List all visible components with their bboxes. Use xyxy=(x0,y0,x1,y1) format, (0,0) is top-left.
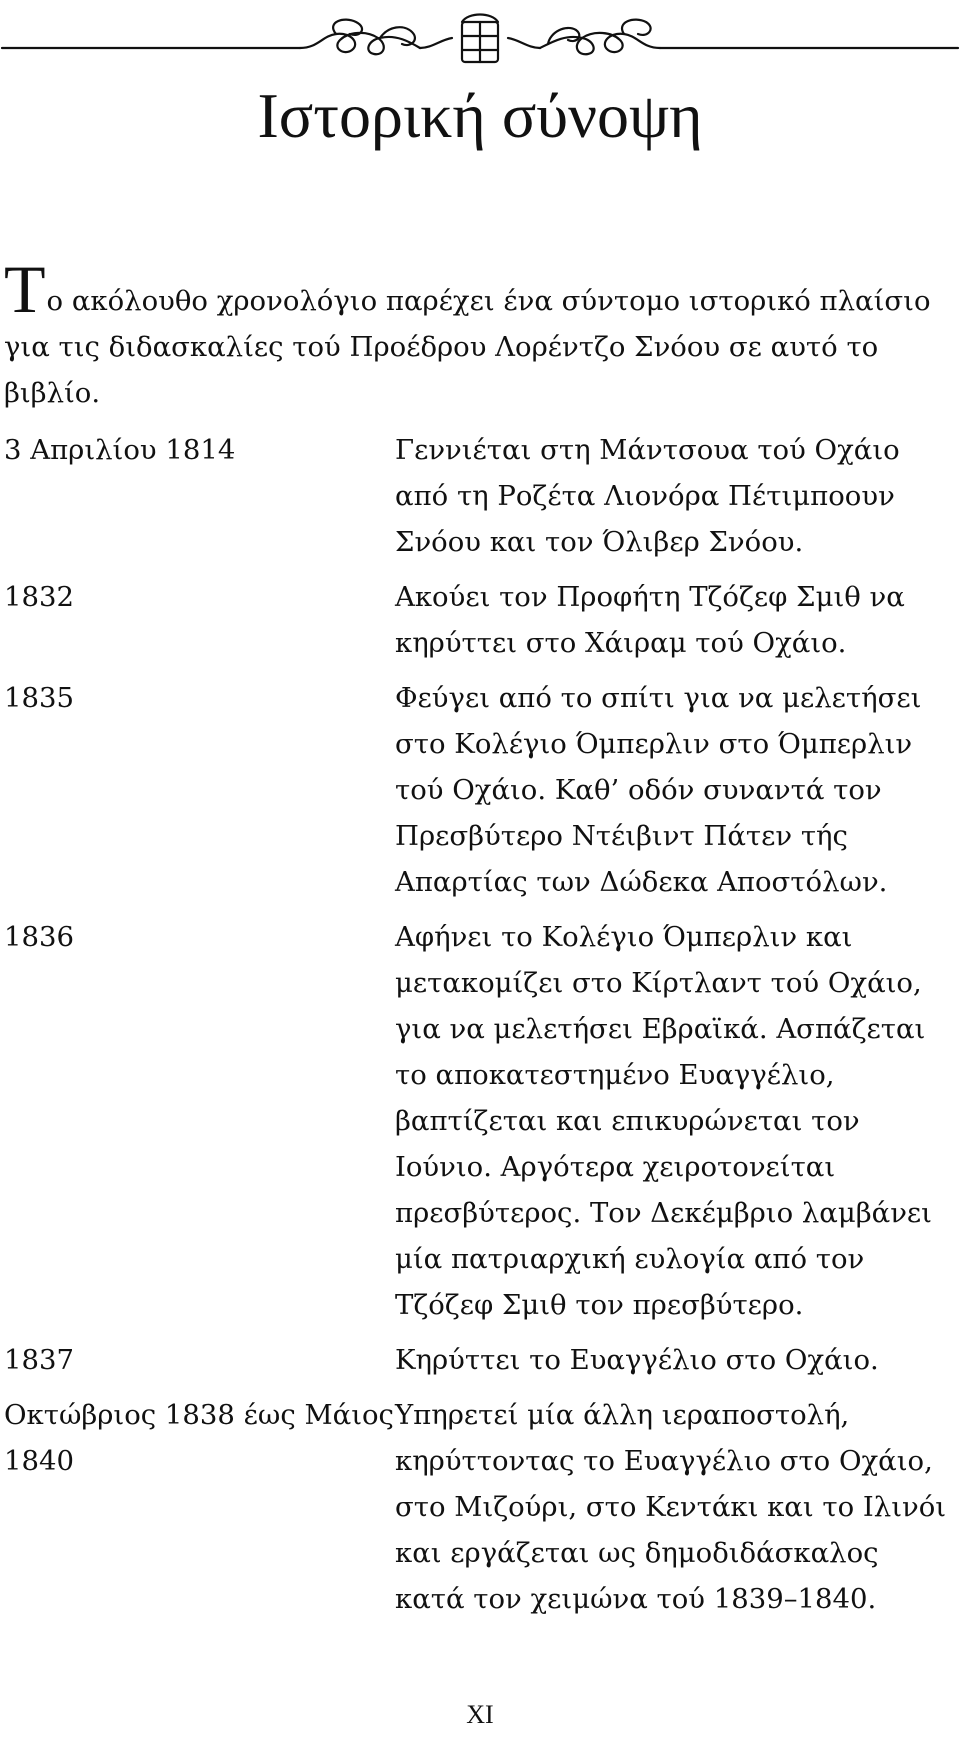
entry-event: Υπηρετεί μία άλλη ιεραποστολή, κηρύττοντας το Ευαγγέλιο στο Οχάιο, στο Μιζούρι, στο Κεντάκι και το Ιλινόι και εργάζεται ως δημοδιδάσκαλος κατά τον χειμώνα τού 1839–1840. xyxy=(395,1399,947,1615)
entry-date: 3 Απριλίου 1814 xyxy=(4,434,236,466)
scroll-ornament-icon xyxy=(0,8,960,68)
entry-event: Ακούει τον Προφήτη Τζόζεφ Σμιθ να κηρύττει στο Χάιραμ τού Οχάιο. xyxy=(395,581,905,659)
entry-event: Κηρύττει το Ευαγγέλιο στο Οχάιο. xyxy=(395,1344,879,1376)
chronology-list xyxy=(4,427,956,1631)
chronology-entry xyxy=(4,427,956,565)
chronology-entry xyxy=(4,1392,956,1622)
entry-event: Αφήνει το Κολέγιο Όμπερλιν και μετακομίζει στο Κίρτλαντ τού Οχάιο, για να μελετήσει Εβραϊκά. Ασπάζεται το αποκατεστημένο Ευαγγέλιο, βαπτίζεται και επικυρώνεται τον Ιούνιο. Αργότερα χειροτονείται πρεσβύτερος. Τον Δεκέμβριο λαμβάνει μία πατριαρχική ευλογία από τον Τζόζεφ Σμιθ τον πρεσβύτερο. xyxy=(395,921,932,1321)
chronology-entry xyxy=(4,574,956,666)
entry-date: Οκτώβριος 1838 έως Μάιος 1840 xyxy=(4,1399,394,1477)
chronology-entry xyxy=(4,914,956,1328)
entry-date: 1836 xyxy=(4,921,74,953)
page-number: XI xyxy=(466,1700,494,1729)
page-title: Ιστορική σύνοψη xyxy=(257,80,703,151)
chronology-entry xyxy=(4,1337,956,1383)
intro-paragraph xyxy=(4,251,952,416)
entry-date: 1832 xyxy=(4,581,74,613)
entry-date: 1835 xyxy=(4,682,74,714)
drop-cap: Τ xyxy=(4,251,46,327)
entry-event: Φεύγει από το σπίτι για να μελετήσει στο Κολέγιο Όμπερλιν στο Όμπερλιν τού Οχάιο. Καθ’ οδόν συναντά τον Πρεσβύτερο Ντέιβιντ Πάτεν τής Απαρτίας των Δώδεκα Αποστόλων. xyxy=(395,682,922,898)
intro-text: ο ακόλουθο χρονολόγιο παρέχει ένα σύντομο ιστορικό πλαίσιο για τις διδασκαλίες τού Προέδρου Λορέντζο Σνόου σε αυτό το βιβλίο. xyxy=(4,285,931,409)
entry-event: Γεννιέται στη Μάντσουα τού Οχάιο από τη Ροζέτα Λιονόρα Πέτιμποουν Σνόου και τον Όλιβερ Σνόου. xyxy=(395,434,900,558)
entry-date: 1837 xyxy=(4,1344,74,1376)
chronology-entry xyxy=(4,675,956,905)
